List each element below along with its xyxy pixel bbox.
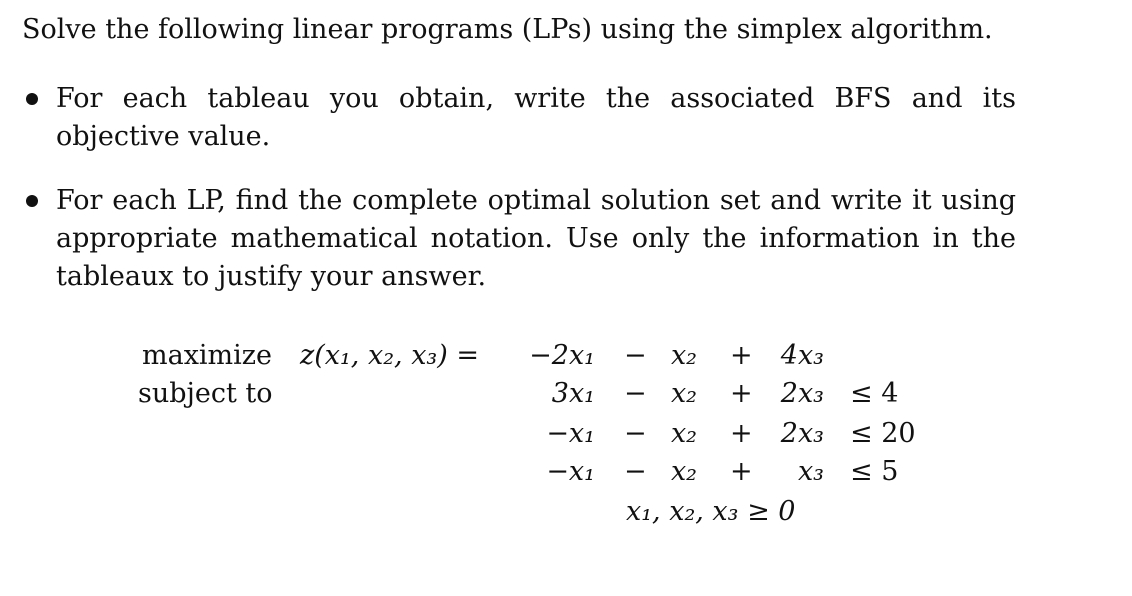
constraint-1-term-x1: 3x₁ [551, 378, 595, 409]
constraint-1-op-1: − [624, 378, 647, 409]
constraint-1-term-x2: x₂ [670, 378, 697, 409]
constraint-1-op-2: + [730, 378, 753, 409]
instruction-text: For each tableau you obtain, write the associated BFS and its objective value. [56, 83, 1016, 152]
subject-to-keyword: subject to [138, 378, 273, 409]
constraint-2-term-x1: −x₁ [546, 418, 595, 449]
constraint-3-op-1: − [624, 456, 647, 487]
constraint-3-rhs: ≤ 5 [850, 456, 899, 487]
objective-function-label: z(x₁, x₂, x₃) = [300, 340, 479, 371]
instruction-text: For each LP, find the complete optimal solution set and write it using appropriate mathematical notation. Use only the information in the tableaux to justify your answer. [56, 185, 1016, 292]
constraint-2-term-x2: x₂ [670, 418, 697, 449]
constraint-2-op-1: − [624, 418, 647, 449]
constraint-3-term-x2: x₂ [670, 456, 697, 487]
maximize-keyword: maximize [142, 340, 273, 371]
objective-op-2: + [730, 340, 753, 371]
constraint-2-op-2: + [730, 418, 753, 449]
objective-term-x3: 4x₃ [780, 340, 824, 371]
objective-term-x2: x₂ [670, 340, 697, 371]
constraint-1-rhs: ≤ 4 [850, 378, 899, 409]
constraint-2-rhs: ≤ 20 [850, 418, 916, 449]
constraint-2-term-x3: 2x₃ [780, 418, 824, 449]
constraint-1-term-x3: 2x₃ [780, 378, 824, 409]
constraint-3-term-x1: −x₁ [546, 456, 595, 487]
constraint-3-op-2: + [730, 456, 753, 487]
constraint-3-term-x3: x₃ [797, 456, 824, 487]
objective-term-x1: −2x₁ [529, 340, 595, 371]
objective-op-1: − [624, 340, 647, 371]
problem-intro: Solve the following linear programs (LPs) using the simplex algorithm. [22, 14, 993, 45]
nonnegativity-constraint: x₁, x₂, x₃ ≥ 0 [626, 496, 796, 527]
